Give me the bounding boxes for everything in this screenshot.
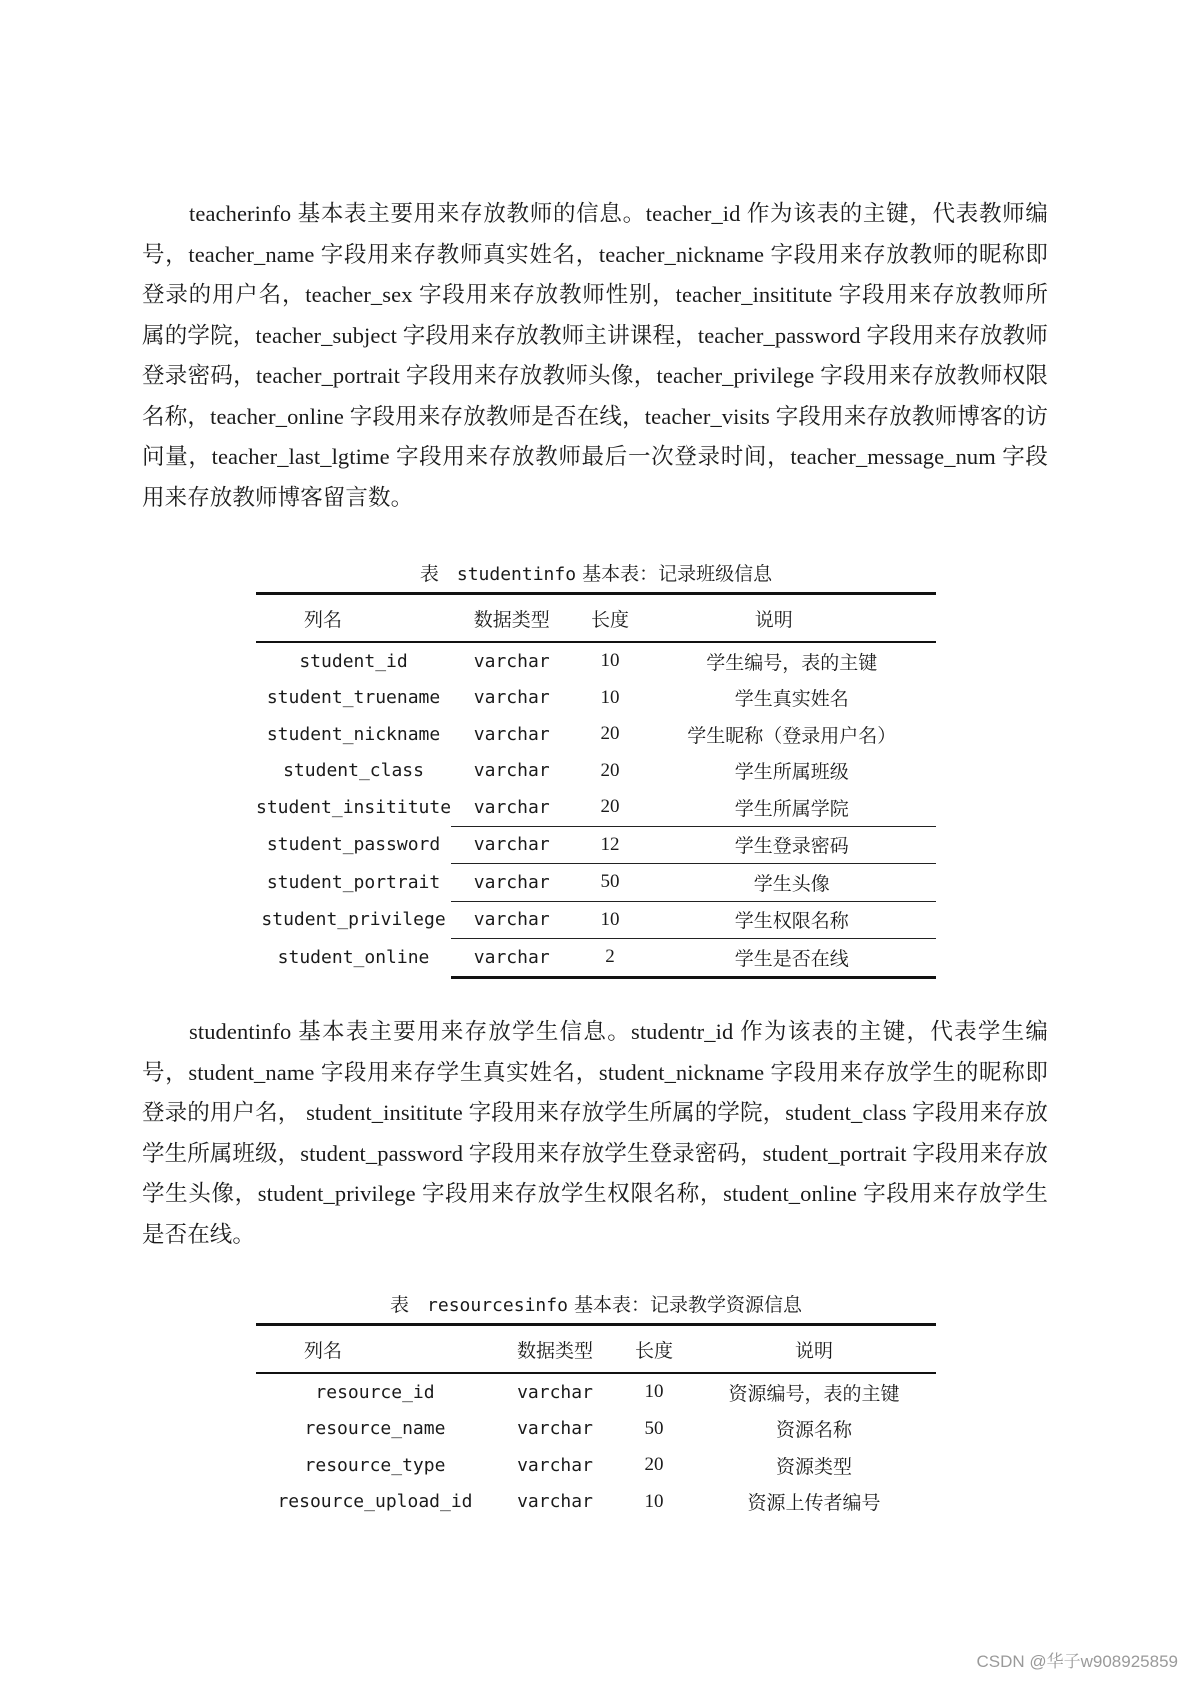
cell-colname: resource_type xyxy=(304,1454,446,1476)
cell-type: varchar xyxy=(517,1381,593,1403)
cell-desc: 资源类型 xyxy=(775,1455,852,1478)
paragraph-teacherinfo: teacherinfo 基本表主要用来存放教师的信息。teacher_id 作为该表的主键，代表教师编号，teacher_name 字段用来存教师真实姓名，teacher_nickname 字段用来存放教师的昵称即登录的用户名，teacher_sex 字段用来存放教师性别，teacher_insititute 字段用来存放教师所属的学院，teacher_subject 字段用来存放教师主讲课程，teacher_password 字段用来存放教师登录密码，teacher_portrait 字段用来存放教师头像，teacher_privilege 字段用来存放教师权限名称，teacher_online 字段用来存放教师是否在线，teacher_visits 字段用来存放教师博客的访问量，teacher_last_lgtime 字段用来存放教师最后一次登录时间，teacher_message_num 字段用来存放教师博客留言数。 xyxy=(142,201,1048,510)
cell-colname: resource_upload_id xyxy=(277,1491,473,1513)
cell-length: 20 xyxy=(600,759,620,781)
cell-length: 2 xyxy=(572,939,647,978)
cell-type: varchar xyxy=(473,687,550,709)
cell-desc: 学生权限名称 xyxy=(648,901,936,939)
cell-length: 20 xyxy=(600,796,620,818)
cell-length: 10 xyxy=(572,901,647,939)
cell-colname: student_truename xyxy=(266,687,441,709)
table-row xyxy=(256,1373,936,1411)
table2-caption-name: resourcesinfo xyxy=(427,1295,568,1316)
table2-header-desc: 说明 xyxy=(692,1325,936,1374)
cell-length: 10 xyxy=(644,1490,664,1512)
table1-caption-label: 表 xyxy=(419,563,439,585)
table2-header-length: 长度 xyxy=(616,1325,692,1374)
cell-type: varchar xyxy=(473,796,550,818)
cell-colname: student_online xyxy=(277,947,430,969)
cell-colname: student_id xyxy=(299,650,408,672)
cell-desc: 学生编号，表的主键 xyxy=(706,651,878,674)
cell-type: varchar xyxy=(473,760,550,782)
cell-desc: 资源名称 xyxy=(775,1419,852,1442)
cell-type: varchar xyxy=(451,939,572,978)
table-row xyxy=(256,753,936,790)
cell-type: varchar xyxy=(517,1454,593,1476)
table2-caption-label: 表 xyxy=(390,1294,410,1316)
table1-caption-name: studentinfo xyxy=(456,564,577,585)
cell-type: varchar xyxy=(451,826,572,864)
cell-desc: 学生所属班级 xyxy=(734,761,849,784)
cell-colname: student_password xyxy=(266,834,441,856)
cell-length: 10 xyxy=(644,1381,664,1403)
table-row xyxy=(256,1411,936,1448)
cell-length: 50 xyxy=(572,864,647,902)
cell-desc: 学生真实姓名 xyxy=(734,688,849,711)
table2-header xyxy=(256,1325,936,1374)
table1-caption xyxy=(256,559,936,586)
cell-length: 10 xyxy=(600,650,620,672)
table-row xyxy=(256,826,936,864)
cell-colname: student_nickname xyxy=(266,723,441,745)
table-row xyxy=(256,864,936,902)
resourcesinfo-table xyxy=(256,1323,936,1520)
table-row xyxy=(256,1484,936,1521)
cell-colname: resource_name xyxy=(304,1418,446,1440)
cell-desc: 资源编号，表的主键 xyxy=(728,1382,900,1405)
cell-desc: 学生昵称（登录用户名） xyxy=(687,724,897,747)
table-row xyxy=(256,1447,936,1484)
cell-length: 12 xyxy=(572,826,647,864)
cell-type: varchar xyxy=(451,901,572,939)
table-row xyxy=(256,680,936,717)
cell-colname: resource_id xyxy=(315,1381,435,1403)
cell-type: varchar xyxy=(451,864,572,902)
table1-caption-text: 基本表：记录班级信息 xyxy=(582,563,773,585)
paragraph-studentinfo: studentinfo 基本表主要用来存放学生信息。studentr_id 作为该表的主键，代表学生编号，student_name 字段用来存学生真实姓名，student_nickname 字段用来存放学生的昵称即登录的用户名， student_insititute 字段用来存放学生所属的学院，student_class 字段用来存放学生所属班级，student_password 字段用来存放学生登录密码，student_portrait 字段用来存放学生头像，student_privilege 字段用来存放学生权限名称，student_online 字段用来存放学生是否在线。 xyxy=(142,1019,1048,1247)
table2-caption xyxy=(256,1290,936,1317)
csdn-watermark: CSDN @华子w908925859 xyxy=(976,1652,1178,1671)
cell-length: 10 xyxy=(600,686,620,708)
table2-caption-text: 基本表：记录教学资源信息 xyxy=(573,1294,802,1316)
table-row xyxy=(256,642,936,680)
table1-header-colname: 列名 xyxy=(256,594,451,643)
table-row xyxy=(256,716,936,753)
cell-type: varchar xyxy=(517,1418,593,1440)
cell-type: varchar xyxy=(517,1491,593,1513)
cell-type: varchar xyxy=(473,650,550,672)
cell-desc: 学生登录密码 xyxy=(648,826,936,864)
cell-colname: student_class xyxy=(283,760,424,782)
cell-colname: student_insititute xyxy=(256,797,452,818)
studentinfo-table xyxy=(256,592,936,979)
table2-header-colname: 列名 xyxy=(256,1325,494,1374)
cell-colname: student_privilege xyxy=(261,909,446,931)
table-row xyxy=(256,789,936,826)
cell-desc: 资源上传者编号 xyxy=(747,1492,881,1515)
cell-length: 50 xyxy=(644,1417,664,1439)
table1-header-type: 数据类型 xyxy=(451,594,572,643)
table1-header-length: 长度 xyxy=(572,594,647,643)
cell-colname: student_portrait xyxy=(266,871,441,893)
cell-length: 20 xyxy=(644,1454,664,1476)
table-row xyxy=(256,939,936,978)
cell-length: 20 xyxy=(600,723,620,745)
table1-header xyxy=(256,594,936,643)
table-row xyxy=(256,901,936,939)
cell-desc: 学生所属学院 xyxy=(734,797,849,820)
cell-desc: 学生是否在线 xyxy=(648,939,936,978)
cell-desc: 学生头像 xyxy=(648,864,936,902)
table2-header-type: 数据类型 xyxy=(494,1325,616,1374)
table1-header-desc: 说明 xyxy=(648,594,936,643)
cell-type: varchar xyxy=(473,723,550,745)
